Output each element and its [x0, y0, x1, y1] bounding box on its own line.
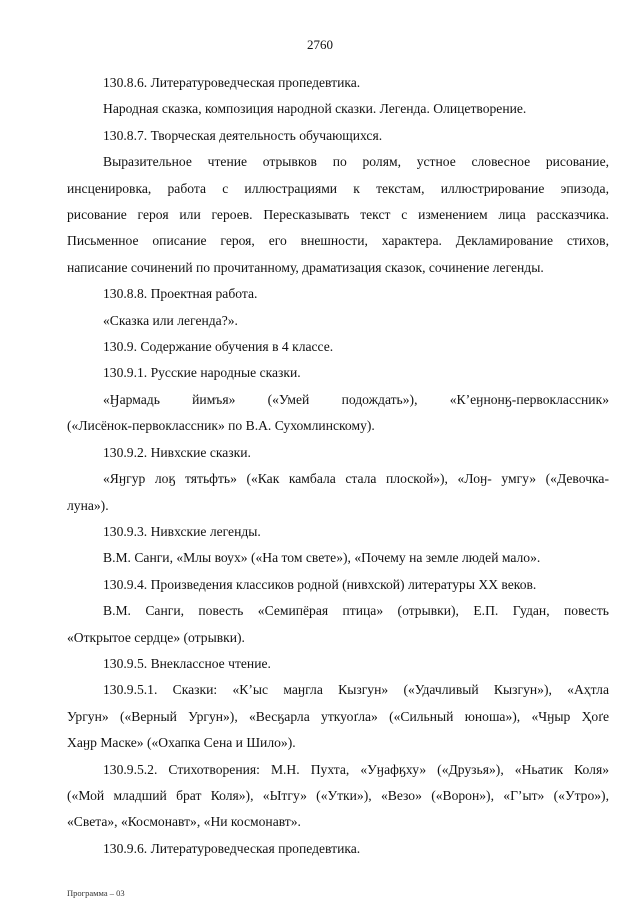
- paragraph-line: «Света», «Космонавт», «Ни космонавт».: [67, 814, 301, 830]
- paragraph: 130.9.3. Нивхские легенды.: [103, 523, 261, 539]
- paragraph-line: написание сочинений по прочитанному, драматизация сказок, сочинение легенды.: [67, 259, 544, 275]
- paragraph: 130.9.4. Произведения классиков родной (нивхской) литературы XX веков.: [103, 576, 537, 592]
- paragraph: 130.8.6. Литературоведческая пропедевтика.: [103, 75, 361, 90]
- page-number: 2760: [307, 37, 333, 52]
- paragraph: 130.9. Содержание обучения в 4 классе.: [103, 339, 334, 355]
- paragraph-line: «Ӈармадь йимъя» («Умей подождать»), «К’еӈнонӄ-первоклассник»: [103, 391, 609, 407]
- paragraph: 130.9.1. Русские народные сказки.: [103, 365, 301, 381]
- paragraph: [67, 757, 609, 836]
- paragraph-line: луна»).: [67, 497, 109, 513]
- page-footer: Программа – 03: [67, 888, 125, 898]
- paragraph: 130.9.2. Нивхские сказки.: [103, 444, 251, 460]
- paragraph-line: «Открытое сердце» (отрывки).: [67, 629, 245, 645]
- paragraph: 130.9.5. Внеклассное чтение.: [103, 655, 271, 671]
- paragraph: Народная сказка, композиция народной сказки. Легенда. Олицетворение.: [103, 101, 527, 117]
- paragraph: [67, 387, 609, 440]
- paragraph: В.М. Санги, «Млы воух» («На том свете»), «Почему на земле людей мало».: [103, 550, 541, 566]
- paragraph: 130.8.7. Творческая деятельность обучающихся.: [103, 127, 383, 143]
- paragraph-line: Хаӈр Маске» («Охапка Сена и Шило»).: [67, 735, 296, 751]
- paragraph-line: инсценировка, работа с иллюстрациями к текстам, иллюстрирование эпизода,: [67, 180, 609, 196]
- paragraph: «Сказка или легенда?».: [103, 312, 238, 328]
- paragraph: [67, 677, 609, 756]
- paragraph-line: («Мой младший брат Коля»), «Ытгу» («Утки»), «Везо» («Ворон»), «Г’ыт» («Утро»),: [67, 787, 609, 803]
- paragraph: [67, 598, 609, 651]
- paragraph-line: 130.9.5.1. Сказки: «К’ыс маӈгла Кызгун» («Удачливый Кызгун»), «Аҳтла: [103, 682, 609, 698]
- paragraph: [67, 149, 609, 281]
- paragraph: 130.8.8. Проектная работа.: [103, 286, 258, 302]
- paragraph-line: («Лисёнок-первоклассник» по В.А. Сухомлинскому).: [67, 418, 375, 434]
- paragraph-line: В.М. Санги, повесть «Семипёрая птица» (отрывки), Е.П. Гудан, повесть: [103, 603, 609, 619]
- paragraph-line: «Яӈгур лоӄ тятьфть» («Как камбала стала плоской»), «Лоӈ- умгу» («Девочка-: [103, 471, 609, 487]
- paragraph-line: 130.9.5.2. Стихотворения: М.Н. Пухта, «Уӈафӄху» («Друзья»), «Ньатик Коля»: [103, 761, 609, 777]
- paragraph: [67, 466, 609, 519]
- paragraph-line: Выразительное чтение отрывков по ролям, устное словесное рисование,: [103, 154, 609, 170]
- paragraph-line: Письменное описание героя, его внешности, характера. Декламирование стихов,: [67, 233, 609, 249]
- paragraph-line: Ургун» («Верный Ургун»), «Весӄарла уткуоґла» («Сильный юноша»), «Чӈыр Ҳоґе: [67, 708, 609, 724]
- document-body: [67, 70, 609, 862]
- paragraph: 130.9.6. Литературоведческая пропедевтика.: [103, 840, 361, 856]
- paragraph-line: рисование героя или героев. Пересказывать текст с изменением лица рассказчика.: [67, 207, 609, 223]
